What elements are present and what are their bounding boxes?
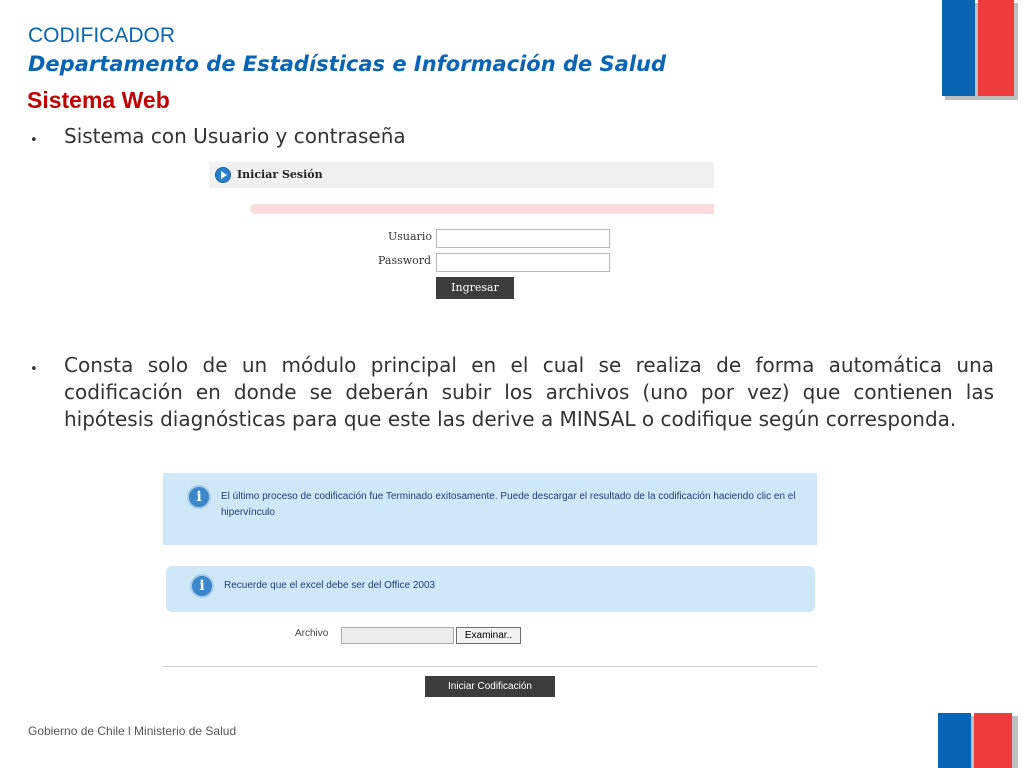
archivo-label: Archivo [295,628,329,639]
login-header-bar [209,162,714,188]
play-arrow-icon [215,167,231,183]
info-icon: i [187,485,211,509]
app-title: CODIFICADOR [28,24,175,47]
divider [163,666,817,667]
footer-text: Gobierno de Chile l Ministerio de Salud [28,724,237,738]
bullet-marker: • [30,362,38,377]
archivo-file-input[interactable] [341,627,454,644]
bullet-text-module: Consta solo de un módulo principal en el cual se realiza de forma automática una codificación en donde se deberán subir los archivos (uno por vez) que contienen las hipótesis diagnósticas para que este las derive a MINSAL o codifique según corresponda. [64,353,994,431]
bullet-marker: • [30,133,38,148]
chile-flag-logo-bottom [938,713,1018,768]
iniciar-codificacion-button[interactable]: Iniciar Codificación [425,676,555,697]
info-icon: i [190,574,214,598]
login-title: Iniciar Sesión [237,168,323,181]
info-message-text: El último proceso de codificación fue Terminado exitosamente. Puede descargar el resultado de la codificación haciendo clic en el hipervínculo [221,491,796,518]
message-bar [250,204,714,214]
usuario-input[interactable] [436,229,610,248]
excel-notice-text: Recuerde que el excel debe ser del Office 2003 [224,580,436,591]
bullet-text-login: Sistema con Usuario y contraseña [64,124,406,148]
excel-notice-box [166,566,815,612]
usuario-label: Usuario [388,230,432,243]
password-label: Password [378,254,432,267]
password-input[interactable] [436,253,610,272]
section-title: Sistema Web [27,87,170,113]
chile-flag-logo-top [942,0,1018,100]
department-title: Departamento de Estadísticas e Información de Salud [28,52,667,76]
ingresar-button[interactable]: Ingresar [436,277,514,299]
examinar-button[interactable]: Examinar.. [456,627,521,644]
info-message-box [163,473,817,545]
